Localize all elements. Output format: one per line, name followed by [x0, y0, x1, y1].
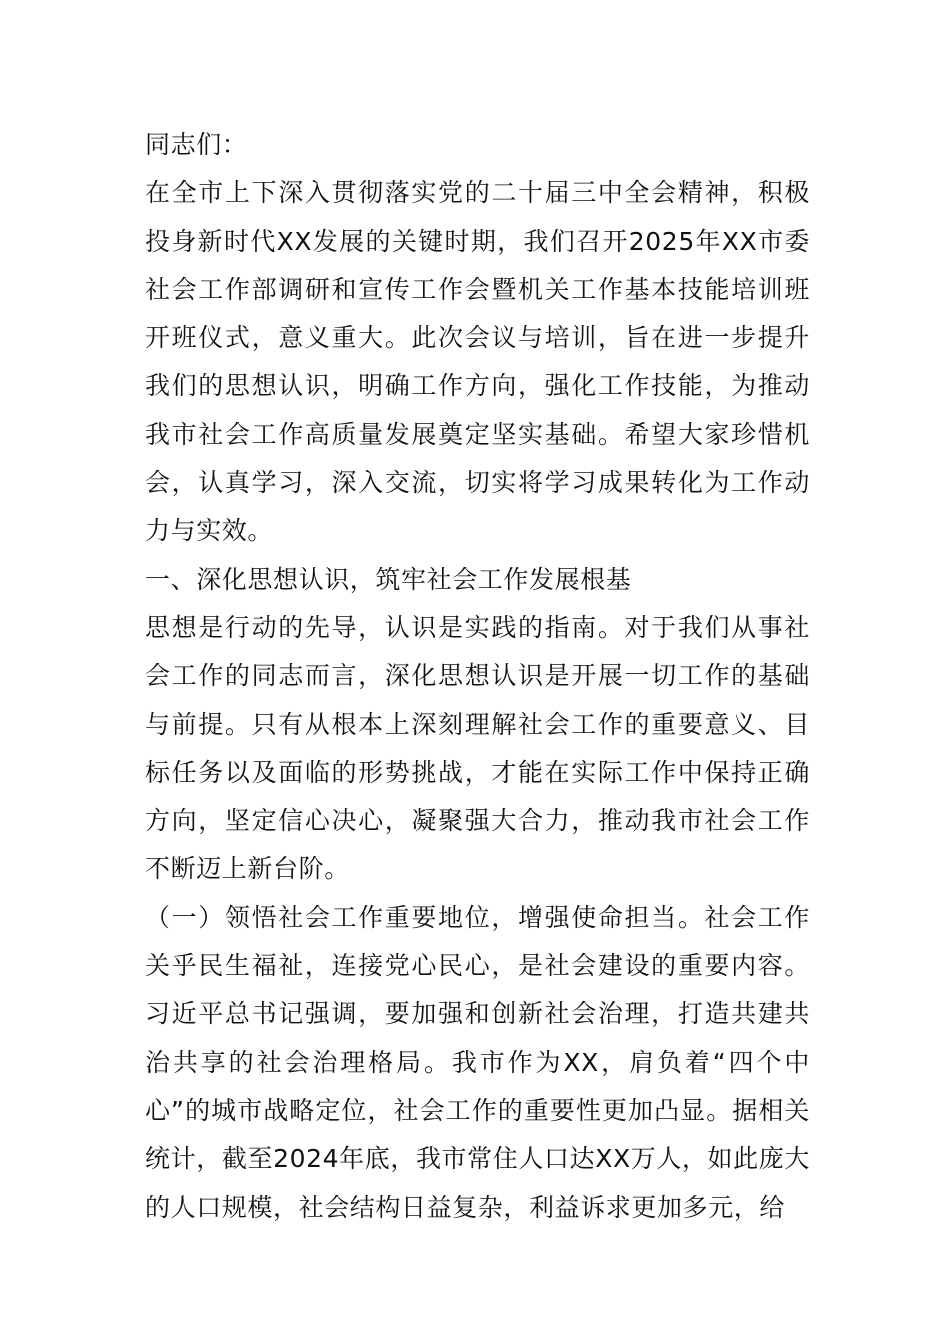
section-body-paragraph: 思想是行动的先导，认识是实践的指南。对于我们从事社会工作的同志而言，深化思想认识是开展一切工作的基础与前提。只有从根本上深刻理解社会工作的重要意义、目标任务以及面临的形势挑战，才能在实际工作中保持正确方向，坚定信心决心，凝聚强大合力，推动我市社会工作不断迈上新台阶。 [145, 612, 810, 884]
section-heading: 一、深化思想认识，筑牢社会工作发展根基 [145, 564, 632, 594]
document-page [145, 121, 810, 1232]
subsection-paragraph: （一）领悟社会工作重要地位，增强使命担当。社会工作关乎民生福祉，连接党心民心，是社会建设的重要内容。习近平总书记强调，要加强和创新社会治理，打造共建共治共享的社会治理格局。我市作为XX，肩负着“四个中心”的城市战略定位，社会工作的重要性更加凸显。据相关统计，截至2024年底，我市常住人口达XX万人，如此庞大的人口规模，社会结构日益复杂，利益诉求更加多元，给 [145, 902, 810, 1222]
intro-paragraph: 在全市上下深入贯彻落实党的二十届三中全会精神，积极投身新时代XX发展的关键时期，我们召开2025年XX市委社会工作部调研和宣传工作会暨机关工作基本技能培训班开班仪式，意义重大。此次会议与培训，旨在进一步提升我们的思想认识，明确工作方向，强化工作技能，为推动我市社会工作高质量发展奠定坚实基础。希望大家珍惜机会，认真学习，深入交流，切实将学习成果转化为工作动力与实效。 [145, 178, 810, 546]
salutation: 同志们： [145, 130, 248, 159]
